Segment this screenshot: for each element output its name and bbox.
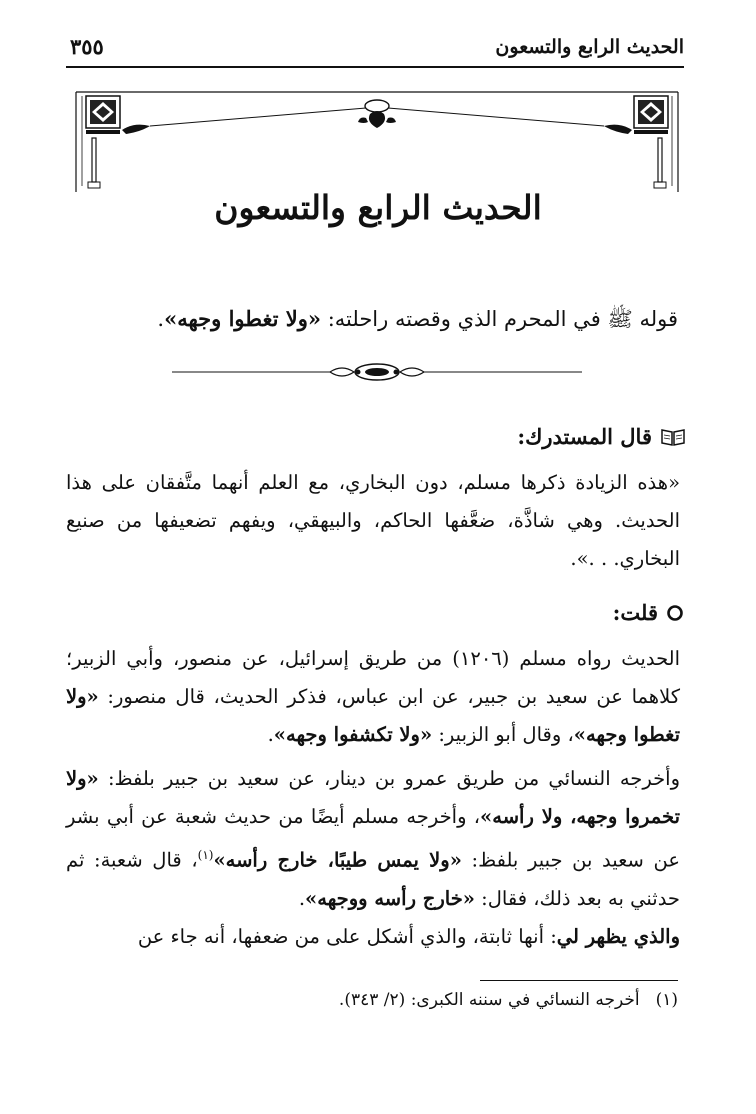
paragraph-muslim-narration	[66, 640, 680, 754]
qult-heading	[613, 600, 684, 625]
chapter-title: الحديث الرابع والتسعون	[214, 188, 542, 227]
page-number: ٣٥٥	[70, 34, 104, 59]
hadith-statement	[66, 306, 678, 337]
p3-text-3: ، قال شعبة: ثم حدثني به بعد ذلك، فقال:	[66, 848, 680, 910]
mustadrik-heading	[517, 424, 686, 449]
p3-text-4: .	[298, 886, 306, 910]
p4-lead: والذي يظهر لي	[556, 925, 680, 948]
section-divider	[172, 360, 582, 384]
paragraph-nasai-narration	[66, 760, 680, 918]
right-corner-ornament	[604, 96, 668, 188]
p2-text-1: الحديث رواه مسلم (١٢٠٦) من طريق إسرائيل، عن منصور، وأبي الزبير؛ كلاهما عن سعيد بن جبير، عن ابن عباس، فذكر الحديث، قال منصور:	[66, 647, 681, 708]
open-book-icon	[660, 427, 686, 447]
qult-heading-label: قلت:	[612, 600, 658, 625]
mustadrik-quote-paragraph: «هذه الزيادة ذكرها مسلم، دون البخاري، مع العلم أنهما متَّفقان على هذا الحديث. وهي شاذَّة، ضعَّفها الحاكم، والبيهقي، ويفهم تضعيفها من صنيع البخاري. . .».	[66, 471, 680, 570]
statement-intro: قوله ﷺ في المحرم الذي وقصته راحلته:	[321, 307, 678, 331]
p2-quote-1: «ولا تغطوا وجهه»	[66, 685, 680, 746]
statement-end: .	[157, 307, 165, 331]
footnote-rule	[480, 980, 678, 981]
running-header	[66, 30, 684, 68]
ring-bullet-icon	[666, 604, 684, 622]
mustadrik-heading-label: قال المستدرك:	[517, 424, 652, 449]
p2-text-3: .	[267, 723, 274, 746]
p4-text: : أنها ثابتة، والذي أشكل على من ضعفها، أنه جاء عن	[137, 925, 557, 948]
p3-quote-3: «خارج رأسه ووجهه»	[305, 886, 475, 910]
paragraph-conclusion	[66, 918, 680, 956]
statement-quote: «ولا تغطوا وجهه»	[164, 306, 322, 331]
p2-quote-2: «ولا تكشفوا وجهه»	[273, 723, 433, 746]
footnote-reference[interactable]: (١)	[197, 848, 214, 862]
title-ornament-frame	[70, 86, 684, 198]
running-title: الحديث الرابع والتسعون	[495, 36, 684, 58]
footnote-text: أخرجه النسائي في سننه الكبرى: (٢/ ٣٤٣).	[338, 990, 640, 1010]
footnote-number: (١)	[655, 990, 678, 1010]
p2-text-2: ، وقال أبو الزبير:	[432, 723, 574, 746]
footnote	[339, 990, 678, 1010]
left-corner-ornament	[86, 96, 150, 188]
center-pendant-ornament	[358, 100, 396, 128]
p3-quote-1: «ولا تخمروا وجهه، ولا رأسه»	[66, 767, 681, 828]
p3-text-1: وأخرجه النسائي من طريق عمرو بن دينار، عن سعيد بن جبير بلفظ:	[98, 767, 680, 790]
p3-quote-2: «ولا يمس طيبًا، خارج رأسه»	[213, 848, 462, 872]
divider-flourish-icon	[330, 364, 424, 380]
p3-text-2: ، وأخرجه مسلم أيضًا من حديث شعبة عن أبي بشر عن سعيد بن جبير بلفظ:	[66, 805, 680, 872]
